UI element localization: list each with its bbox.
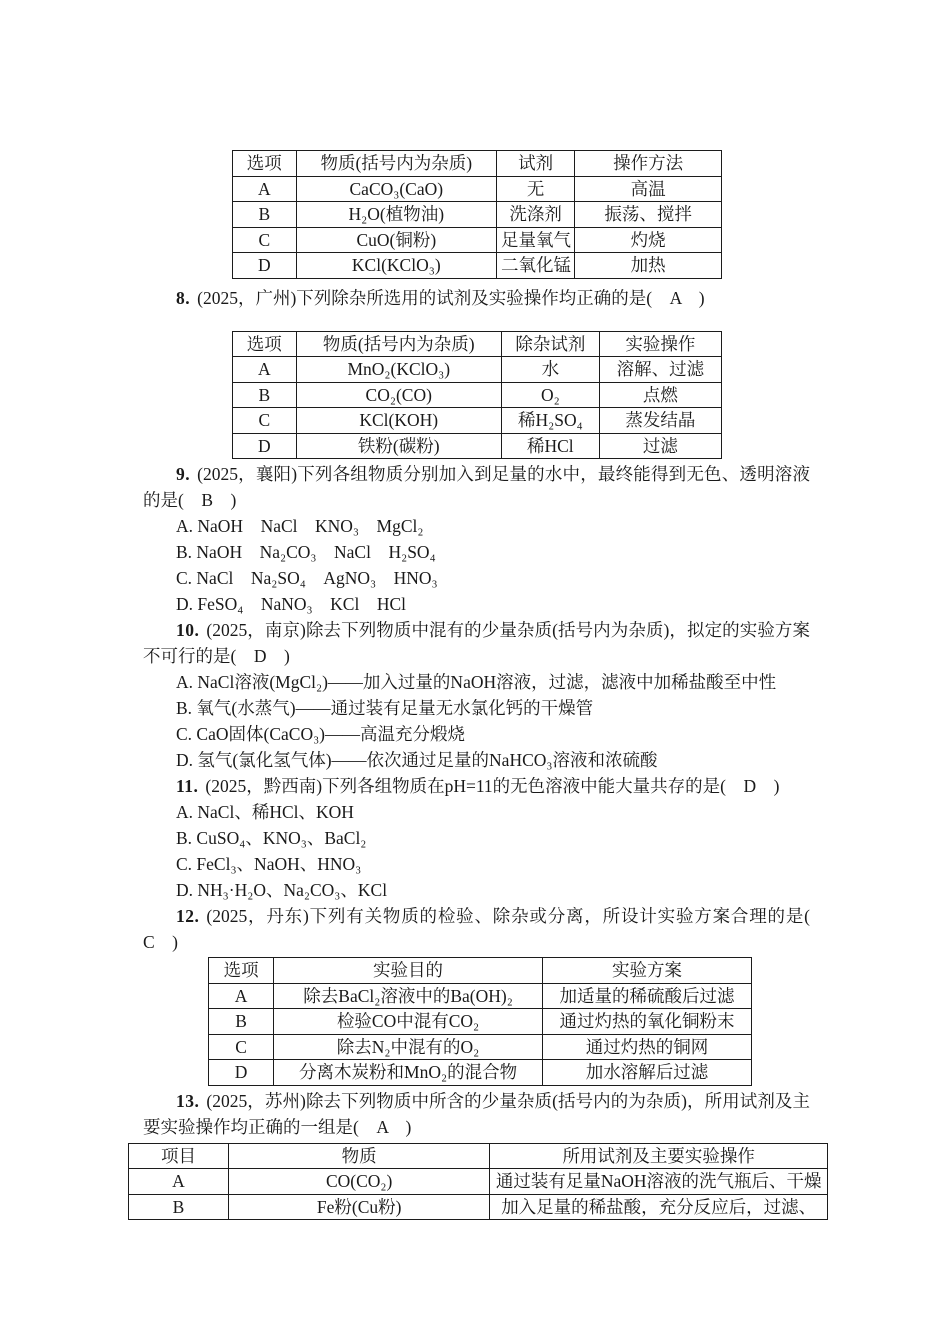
cell-reagent: 二氧化锰 [497,253,575,279]
cell-reagent: 稀H₂SO₄ [501,408,599,434]
question-9-option-b: B. NaOH Na₂CO₃ NaCl H₂SO₄ [176,542,436,562]
q7-purification-table [232,150,722,279]
col-header-substance: 物质 [228,1143,489,1169]
cell-substance: CaCO₃(CaO) [296,176,496,202]
q13-reagent-table [128,1143,828,1221]
question-8-stem [143,285,810,311]
cell-option: A [209,983,274,1009]
table-row [209,1009,752,1035]
table-header-row [129,1143,828,1169]
cell-purpose: 分离木炭粉和MnO₂的混合物 [274,1060,543,1086]
cell-reagent-operation: 通过装有足量NaOH溶液的洗气瓶后、干燥 [490,1169,828,1195]
cell-substance: CO₂(CO) [296,382,501,408]
col-header-reagent: 试剂 [497,151,575,177]
cell-operation: 溶解、过滤 [599,357,721,383]
col-header-option: 选项 [233,151,297,177]
cell-substance: CuO(铜粉) [296,227,496,253]
question-text: (2025，丹东)下列有关物质的检验、除杂或分离，所设计实验方案合理的是( C ) [143,906,828,952]
table-row [209,983,752,1009]
col-header-substance: 物质(括号内为杂质) [296,151,496,177]
cell-reagent: 水 [501,357,599,383]
question-10-option-b: B. 氧气(水蒸气)——通过装有足量无水氯化钙的干燥管 [176,698,594,718]
cell-scheme: 通过灼热的氧化铜粉末 [542,1009,751,1035]
question-13-stem [143,1088,810,1140]
cell-method: 加热 [575,253,722,279]
cell-option: B [233,202,297,228]
question-number: 8. [176,287,191,308]
cell-purpose: 除去N₂中混有的O₂ [274,1034,543,1060]
question-10-option-c: C. CaO固体(CaCO₃)——高温充分煅烧 [176,724,466,744]
col-header-reagent-operation: 所用试剂及主要实验操作 [490,1143,828,1169]
cell-option: C [233,227,297,253]
question-11-stem [143,773,810,799]
cell-option: B [209,1009,274,1035]
cell-scheme: 加水溶解后过滤 [542,1060,751,1086]
cell-item: A [129,1169,229,1195]
col-header-method: 操作方法 [575,151,722,177]
table-row [233,227,722,253]
question-9-option-d: D. FeSO₄ NaNO₃ KCl HCl [176,594,406,614]
col-header-option: 选项 [209,958,274,984]
cell-operation: 点燃 [599,382,721,408]
cell-reagent: O₂ [501,382,599,408]
question-text: (2025，广州)下列除杂所选用的试剂及实验操作均正确的是( A ) [197,287,705,308]
table-row [129,1169,828,1195]
question-number: 12. [176,906,200,926]
cell-scheme: 加适量的稀硫酸后过滤 [542,983,751,1009]
question-text: (2025，南京)除去下列物质中混有的少量杂质(括号内为杂质)，拟定的实验方案不可行的是( D ) [143,620,810,666]
cell-option: B [233,382,297,408]
question-text: (2025，黔西南)下列各组物质在pH=11的无色溶液中能大量共存的是( D ) [205,776,780,796]
col-header-item: 项目 [129,1143,229,1169]
cell-item: B [129,1194,229,1220]
table-row [209,1034,752,1060]
table-row [129,1194,828,1220]
cell-operation: 过滤 [599,433,721,459]
cell-option: D [233,433,297,459]
question-11-option-c: C. FeCl₃、NaOH、HNO₃ [176,854,362,874]
question-10-option-a: A. NaCl溶液(MgCl₂)——加入过量的NaOH溶液，过滤，滤液中加稀盐酸至中性 [176,672,777,692]
question-10-option-d: D. 氢气(氯化氢气体)——依次通过足量的NaHCO₃溶液和浓硫酸 [176,750,658,770]
cell-option: D [233,253,297,279]
cell-substance: KCl(KClO₃) [296,253,496,279]
table-row [233,382,722,408]
question-10-stem [143,617,810,669]
table-row [233,253,722,279]
question-11-option-b: B. CuSO₄、KNO₃、BaCl₂ [176,828,367,848]
cell-substance: 铁粉(碳粉) [296,433,501,459]
cell-substance: Fe粉(Cu粉) [228,1194,489,1220]
col-header-operation: 实验操作 [599,331,721,357]
question-9-option-c: C. NaCl Na₂SO₄ AgNO₃ HNO₃ [176,568,438,588]
cell-substance: H₂O(植物油) [296,202,496,228]
cell-purpose: 检验CO中混有CO₂ [274,1009,543,1035]
col-header-purpose: 实验目的 [274,958,543,984]
question-text: (2025，襄阳)下列各组物质分别加入到足量的水中，最终能得到无色、透明溶液的是( B ) [143,464,810,510]
table-row [233,176,722,202]
table-row [233,433,722,459]
question-12-stem [143,903,828,955]
cell-reagent: 洗涤剂 [497,202,575,228]
question-11-option-d: D. NH₃·H₂O、Na₂CO₃、KCl [176,880,388,900]
table-header-row [233,331,722,357]
cell-operation: 蒸发结晶 [599,408,721,434]
col-header-option: 选项 [233,331,297,357]
q8-purification-table [232,331,722,460]
question-number: 10. [176,620,200,640]
col-header-substance: 物质(括号内为杂质) [296,331,501,357]
table-header-row [209,958,752,984]
question-number: 13. [176,1090,200,1111]
question-text: (2025，苏州)除去下列物质中所含的少量杂质(括号内的为杂质)，所用试剂及主要实验操作均正确的一组是( A ) [143,1090,810,1137]
cell-reagent: 稀HCl [501,433,599,459]
cell-scheme: 通过灼热的铜网 [542,1034,751,1060]
col-header-reagent: 除杂试剂 [501,331,599,357]
cell-option: A [233,357,297,383]
cell-substance: MnO₂(KClO₃) [296,357,501,383]
question-9-stem [143,461,810,513]
cell-purpose: 除去BaCl₂溶液中的Ba(OH)₂ [274,983,543,1009]
cell-substance: CO(CO₂) [228,1169,489,1195]
cell-option: A [233,176,297,202]
cell-option: C [233,408,297,434]
cell-option: C [209,1034,274,1060]
cell-option: D [209,1060,274,1086]
cell-reagent: 足量氧气 [497,227,575,253]
question-9-option-a: A. NaOH NaCl KNO₃ MgCl₂ [176,516,424,536]
col-header-scheme: 实验方案 [542,958,751,984]
cell-reagent-operation: 加入足量的稀盐酸，充分反应后，过滤、 [490,1194,828,1220]
cell-method: 灼烧 [575,227,722,253]
cell-method: 高温 [575,176,722,202]
cell-substance: KCl(KOH) [296,408,501,434]
table-row [233,357,722,383]
table-row [209,1060,752,1086]
table-row [233,408,722,434]
question-number: 9. [176,464,191,484]
table-header-row [233,151,722,177]
cell-reagent: 无 [497,176,575,202]
q12-scheme-table [208,957,752,1086]
cell-method: 振荡、搅拌 [575,202,722,228]
question-number: 11. [176,776,199,796]
table-row [233,202,722,228]
question-11-option-a: A. NaCl、稀HCl、KOH [176,802,354,822]
